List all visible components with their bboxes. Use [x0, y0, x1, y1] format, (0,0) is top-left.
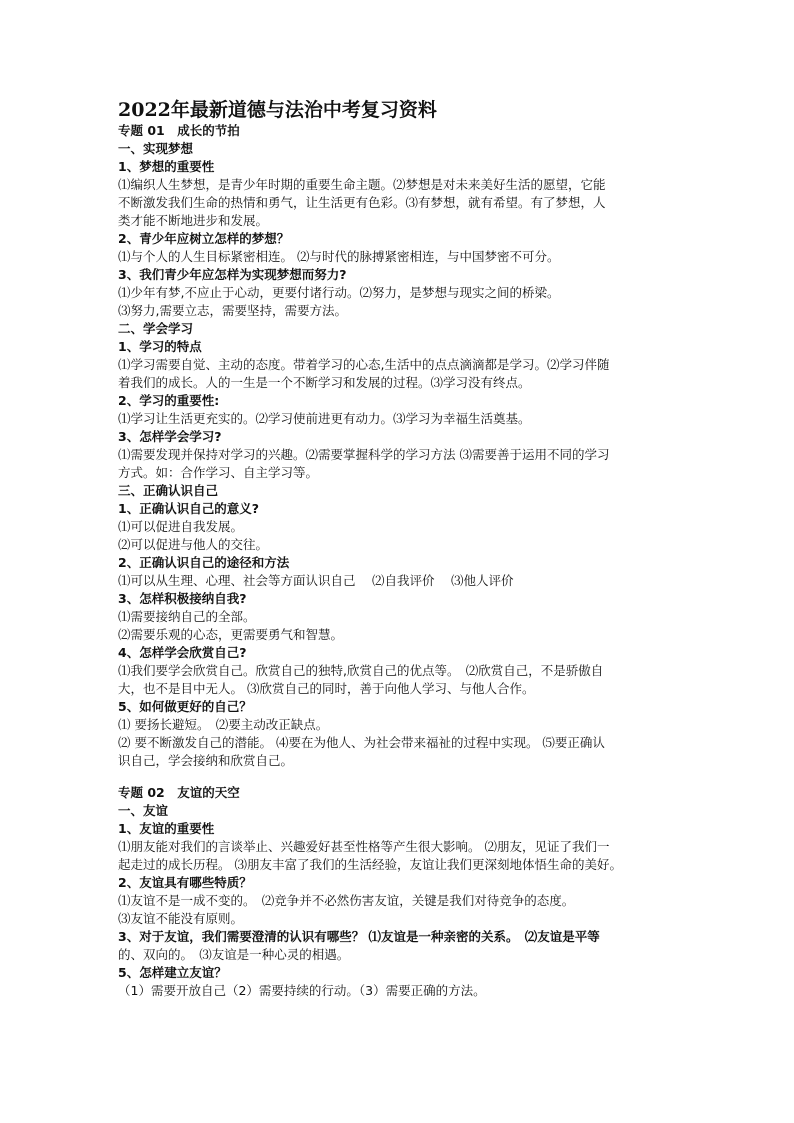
- section-heading: 专题 01 成长的节拍: [118, 123, 240, 138]
- text-line: ⑵ 要不断激发自己的潜能。 ⑷要在为他人、为社会带来福祉的过程中实现。 ⑸要正确认: [118, 735, 605, 750]
- section-heading: 3、怎样学会学习?: [118, 429, 222, 444]
- section-heading: 3、我们青少年应怎样为实现梦想而努力?: [118, 267, 347, 282]
- section-heading: 二、学会学习: [118, 321, 194, 336]
- section-heading: 2、青少年应树立怎样的梦想？: [118, 231, 290, 246]
- text-line: 起走过的成长历程。 ⑶朋友丰富了我们的生活经验，友谊让我们更深刻地体悟生命的美好。: [118, 857, 622, 872]
- section-heading: 专题 02 友谊的天空: [118, 785, 240, 800]
- section-heading: 1、学习的特点: [118, 339, 202, 354]
- section-heading: 1、正确认识自己的意义?: [118, 501, 259, 516]
- document-body: [118, 122, 680, 1000]
- section-heading: 2、学习的重要性:: [118, 393, 220, 408]
- text-line: ⑶友谊不能没有原则。: [118, 911, 244, 926]
- text-line: 的、双向的。 ⑶友谊是一种心灵的相遇。: [118, 947, 350, 962]
- text-line: （1）需要开放自己（2）需要持续的行动。（3）需要正确的方法。: [118, 983, 486, 998]
- section-heading: 1、梦想的重要性: [118, 159, 215, 174]
- text-line: ⑴编织人生梦想，是青少年时期的重要生命主题。⑵梦想是对未来美好生活的愿望，它能: [118, 177, 606, 192]
- text-line: ⑴学习需要自觉、主动的态度。带着学习的心态,生活中的点点滴滴都是学习。⑵学习伴随: [118, 357, 610, 372]
- text-line: ⑴我们要学会欣赏自己。欣赏自己的独特,欣赏自己的优点等。 ⑵欣赏自己，不是骄傲自: [118, 663, 604, 678]
- document-title: 2022年最新道德与法治中考复习资料: [118, 99, 437, 121]
- text-line: 大，也不是目中无人。 ⑶欣赏自己的同时，善于向他人学习、与他人合作。: [118, 681, 535, 696]
- text-line: ⑴需要发现并保持对学习的兴趣。⑵需要掌握科学的学习方法 ⑶需要善于运用不同的学习: [118, 447, 610, 462]
- section-heading: 一、友谊: [118, 803, 169, 818]
- text-line: ⑴可以从生理、心理、社会等方面认识自己 ⑵自我评价 ⑶他人评价: [118, 573, 514, 588]
- section-heading: 三、正确认识自己: [118, 483, 219, 498]
- text-line: ⑴ 要扬长避短。 ⑵要主动改正缺点。: [118, 717, 329, 732]
- text-line: ⑴友谊不是一成不变的。 ⑵竞争并不必然伤害友谊，关键是我们对待竞争的态度。: [118, 893, 575, 908]
- section-spacer: [118, 770, 680, 784]
- text-line: 不断激发我们生命的热情和勇气，让生活更有色彩。⑶有梦想，就有希望。有了梦想，人: [118, 195, 606, 210]
- text-line: ⑴学习让生活更充实的。⑵学习使前进更有动力。⑶学习为幸福生活奠基。: [118, 411, 531, 426]
- text-line: ⑴与个人的人生目标紧密相连。 ⑵与时代的脉搏紧密相连，与中国梦密不可分。: [118, 249, 560, 264]
- section-heading: 一、实现梦想: [118, 141, 194, 156]
- section-heading: 3、怎样积极接纳自我?: [118, 591, 247, 606]
- section-heading: 4、怎样学会欣赏自己?: [118, 645, 247, 660]
- text-line: 方式。如：合作学习、自主学习等。: [118, 465, 319, 480]
- text-line: ⑴需要接纳自己的全部。: [118, 609, 256, 624]
- text-line: ⑴可以促进自我发展。: [118, 519, 244, 534]
- text-line: 类才能不断地进步和发展。: [118, 213, 269, 228]
- section-heading: 3、对于友谊，我们需要澄清的认识有哪些？ ⑴友谊是一种亲密的关系。 ⑵友谊是平等: [118, 929, 600, 944]
- document-page: [118, 98, 680, 1000]
- text-line: 识自己，学会接纳和欣赏自己。: [118, 753, 294, 768]
- section-heading: 5、怎样建立友谊？: [118, 965, 227, 980]
- section-heading: 2、正确认识自己的途径和方法: [118, 555, 290, 570]
- text-line: ⑶努力,需要立志，需要坚持，需要方法。: [118, 303, 347, 318]
- section-heading: 2、友谊具有哪些特质？: [118, 875, 252, 890]
- text-line: 着我们的成长。人的一生是一个不断学习和发展的过程。⑶学习没有终点。: [118, 375, 531, 390]
- text-line: ⑴朋友能对我们的言谈举止、兴趣爱好甚至性格等产生很大影响。 ⑵朋友，见证了我们一: [118, 839, 610, 854]
- section-heading: 5、如何做更好的自己？: [118, 699, 252, 714]
- text-line: ⑵可以促进与他人的交往。: [118, 537, 269, 552]
- section-heading: 1、友谊的重要性: [118, 821, 215, 836]
- text-line: ⑵需要乐观的心态，更需要勇气和智慧。: [118, 627, 344, 642]
- text-line: ⑴少年有梦,不应止于心动，更要付诸行动。⑵努力，是梦想与现实之间的桥梁。: [118, 285, 560, 300]
